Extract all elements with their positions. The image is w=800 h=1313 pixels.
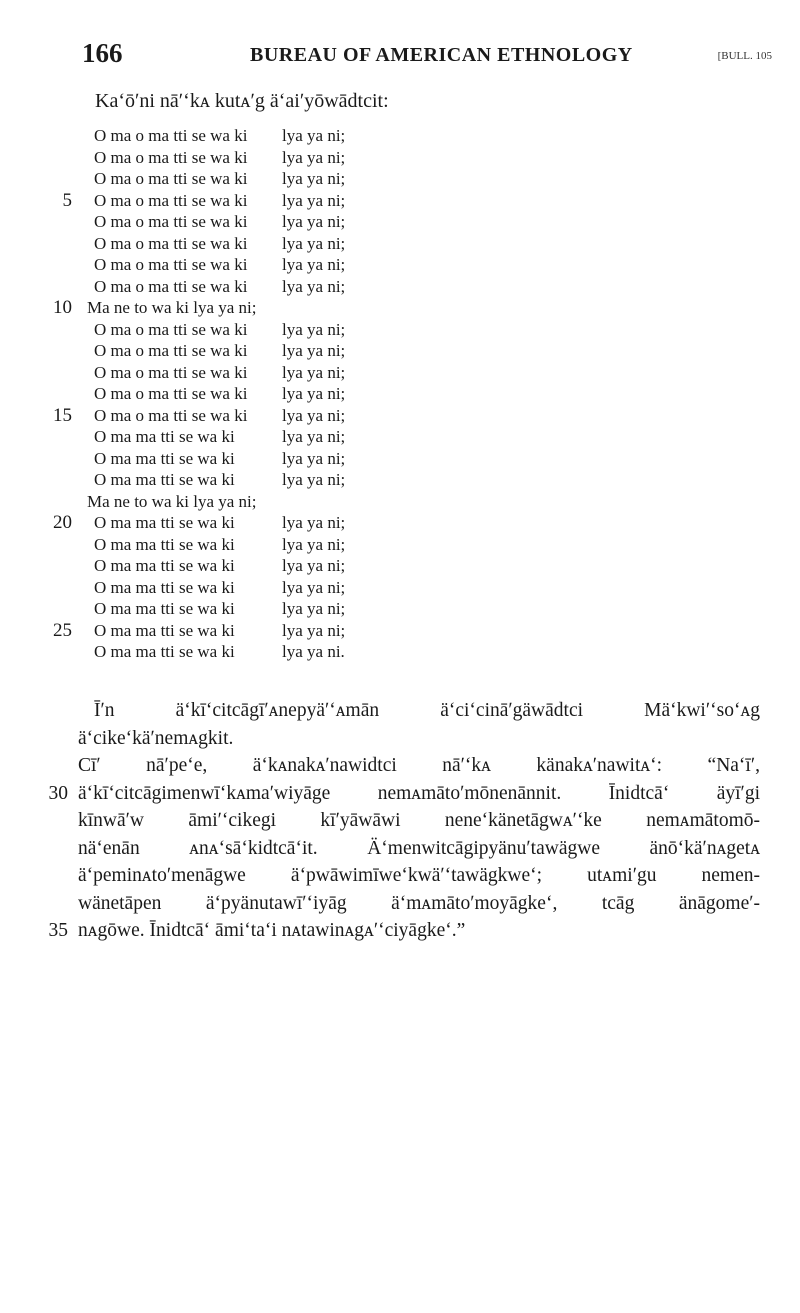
prose-line [40, 838, 760, 866]
verse-line [40, 255, 740, 277]
verse-refrain: lya ya ni; [282, 319, 346, 339]
verse-text: O ma o ma tti se wa ki [94, 341, 248, 360]
prose-text: äʻpeminᴀtoʹmenāgwe äʻpwāwimīweʻkwäʹʻtawägkweʻ; utᴀmiʹgu nemen- [78, 865, 760, 886]
verse-line [40, 535, 740, 557]
verse-line [40, 513, 740, 535]
verse-text: O ma o ma tti se wa ki [94, 405, 248, 425]
verse-refrain: lya ya ni; [282, 577, 346, 597]
verse-refrain: lya ya ni; [282, 448, 346, 468]
verse-refrain: lya ya ni; [282, 126, 346, 145]
verse-refrain: lya ya ni; [282, 169, 346, 188]
verse-line [40, 320, 740, 342]
verse-line [40, 449, 740, 471]
verse-refrain: lya ya ni; [282, 384, 346, 403]
verse-text: O ma ma tti se wa ki [94, 427, 235, 446]
prose-text: nᴀgōwe. Īnidtcāʻ āmiʻtaʻi nᴀtawinᴀgᴀʹʻciyāgkeʻ.” [78, 920, 466, 941]
song-verses [40, 126, 740, 664]
prose-text: Īʹn äʻkīʻcitcāgīʹᴀnepyäʹʻᴀmān äʻciʻcināʹgäwādtci Mäʻkwiʹʻsoʻᴀg [94, 700, 760, 721]
running-title: BUREAU OF AMERICAN ETHNOLOGY [250, 44, 633, 66]
verse-text: O ma o ma tti se wa ki [94, 276, 248, 296]
verse-text: O ma ma tti se wa ki [94, 448, 235, 468]
verse-refrain: lya ya ni; [282, 620, 346, 640]
verse-line [40, 384, 740, 406]
prose-text: äʻcikeʻkäʹnemᴀgkit. [78, 727, 234, 749]
verse-line [40, 470, 740, 492]
verse-text: Ma ne to wa ki lya ya ni; [87, 491, 257, 511]
prose-text: wänetāpen äʻpyänutawīʹʻiyāg äʻmᴀmātoʹmoyāgkeʻ, tcāg änāgomeʹ- [78, 892, 760, 914]
running-reference: [BULL. 105 [717, 50, 772, 62]
prose-text: kīnwāʹw āmiʹʻcikegi kīʹyāwāwi neneʻkänetāgwᴀʹʻke nemᴀmātomō- [78, 810, 760, 831]
verse-line [40, 363, 740, 385]
prose-line [40, 783, 760, 811]
verse-line [40, 148, 740, 170]
verse-text: O ma ma tti se wa ki [94, 470, 235, 489]
verse-refrain: lya ya ni; [282, 233, 346, 253]
verse-text: O ma o ma tti se wa ki [94, 255, 248, 274]
verse-refrain: lya ya ni; [282, 276, 346, 296]
prose-line [40, 755, 760, 783]
verse-line [40, 191, 740, 213]
prose-line [40, 893, 760, 921]
line-number: 35 [48, 920, 68, 941]
prose-line [40, 810, 760, 838]
line-number: 30 [48, 782, 68, 804]
verse-refrain: lya ya ni; [282, 427, 346, 446]
line-number: 10 [53, 297, 72, 318]
prose-text: äʻkīʻcitcāgimenwīʻkᴀmaʹwiyāge nemᴀmātoʹmōnenānnit. Īnidtcāʻ äyīʹgi [78, 782, 760, 804]
verse-refrain: lya ya ni. [282, 642, 345, 661]
prose-line [40, 700, 760, 728]
verse-text: Ma ne to wa ki lya ya ni; [87, 298, 257, 317]
verse-line [40, 427, 740, 449]
verse-refrain: lya ya ni; [282, 405, 346, 425]
verse-refrain: lya ya ni; [282, 147, 346, 167]
verse-text: O ma o ma tti se wa ki [94, 212, 248, 231]
verse-line [40, 621, 740, 643]
verse-text: O ma o ma tti se wa ki [94, 362, 248, 382]
verse-text: O ma o ma tti se wa ki [94, 384, 248, 403]
verse-text: O ma ma tti se wa ki [94, 599, 235, 618]
verse-text: O ma ma tti se wa ki [94, 534, 235, 554]
prose-text: Cīʹ nāʹpeʻe, äʻkᴀnakᴀʹnawidtci nāʹʻkᴀ känakᴀʹnawitᴀʻ: “Naʻīʹ, [78, 755, 760, 776]
verse-refrain: lya ya ni; [282, 599, 346, 618]
verse-refrain: lya ya ni; [282, 534, 346, 554]
verse-refrain: lya ya ni; [282, 212, 346, 231]
page-number: 166 [82, 38, 123, 68]
verse-refrain: lya ya ni; [282, 470, 346, 489]
verse-line [40, 492, 740, 514]
verse-line [40, 277, 740, 299]
running-head [82, 38, 772, 72]
line-number: 25 [53, 619, 72, 641]
prose-line [40, 865, 760, 893]
verse-line [40, 341, 740, 363]
verse-text: O ma o ma tti se wa ki [94, 233, 248, 253]
verse-text: O ma ma tti se wa ki [94, 556, 235, 575]
prose-line [40, 920, 760, 948]
verse-line [40, 578, 740, 600]
line-number: 5 [62, 189, 72, 211]
verse-line [40, 599, 740, 621]
prose-line [40, 728, 760, 756]
verse-text: O ma ma tti se wa ki [94, 513, 235, 532]
verse-text: O ma o ma tti se wa ki [94, 319, 248, 339]
verse-line [40, 212, 740, 234]
verse-line [40, 642, 740, 664]
verse-refrain: lya ya ni; [282, 513, 346, 532]
verse-text: O ma o ma tti se wa ki [94, 126, 248, 145]
line-number: 20 [53, 512, 72, 533]
prose-text: näʻenān ᴀnᴀʻsāʻkidtcāʻit. Äʻmenwitcāgipyänuʹtawägwe änōʻkäʹnᴀgetᴀ [78, 837, 760, 859]
verse-line [40, 169, 740, 191]
verse-refrain: lya ya ni; [282, 190, 346, 210]
verse-text: O ma ma tti se wa ki [94, 642, 235, 661]
verse-line [40, 234, 740, 256]
prose-paragraph [40, 700, 760, 948]
verse-line [40, 556, 740, 578]
verse-text: O ma o ma tti se wa ki [94, 147, 248, 167]
line-number: 15 [53, 404, 72, 426]
verse-line [40, 126, 740, 148]
song-title: Kaʻōʹni nāʹʻkᴀ kutᴀʹg äʻaiʹyōwādtcit: [95, 90, 389, 112]
verse-text: O ma ma tti se wa ki [94, 620, 235, 640]
verse-text: O ma o ma tti se wa ki [94, 169, 248, 188]
verse-text: O ma o ma tti se wa ki [94, 190, 248, 210]
verse-line [40, 406, 740, 428]
verse-refrain: lya ya ni; [282, 556, 346, 575]
verse-line [40, 298, 740, 320]
verse-refrain: lya ya ni; [282, 341, 346, 360]
verse-refrain: lya ya ni; [282, 255, 346, 274]
verse-refrain: lya ya ni; [282, 362, 346, 382]
verse-text: O ma ma tti se wa ki [94, 577, 235, 597]
